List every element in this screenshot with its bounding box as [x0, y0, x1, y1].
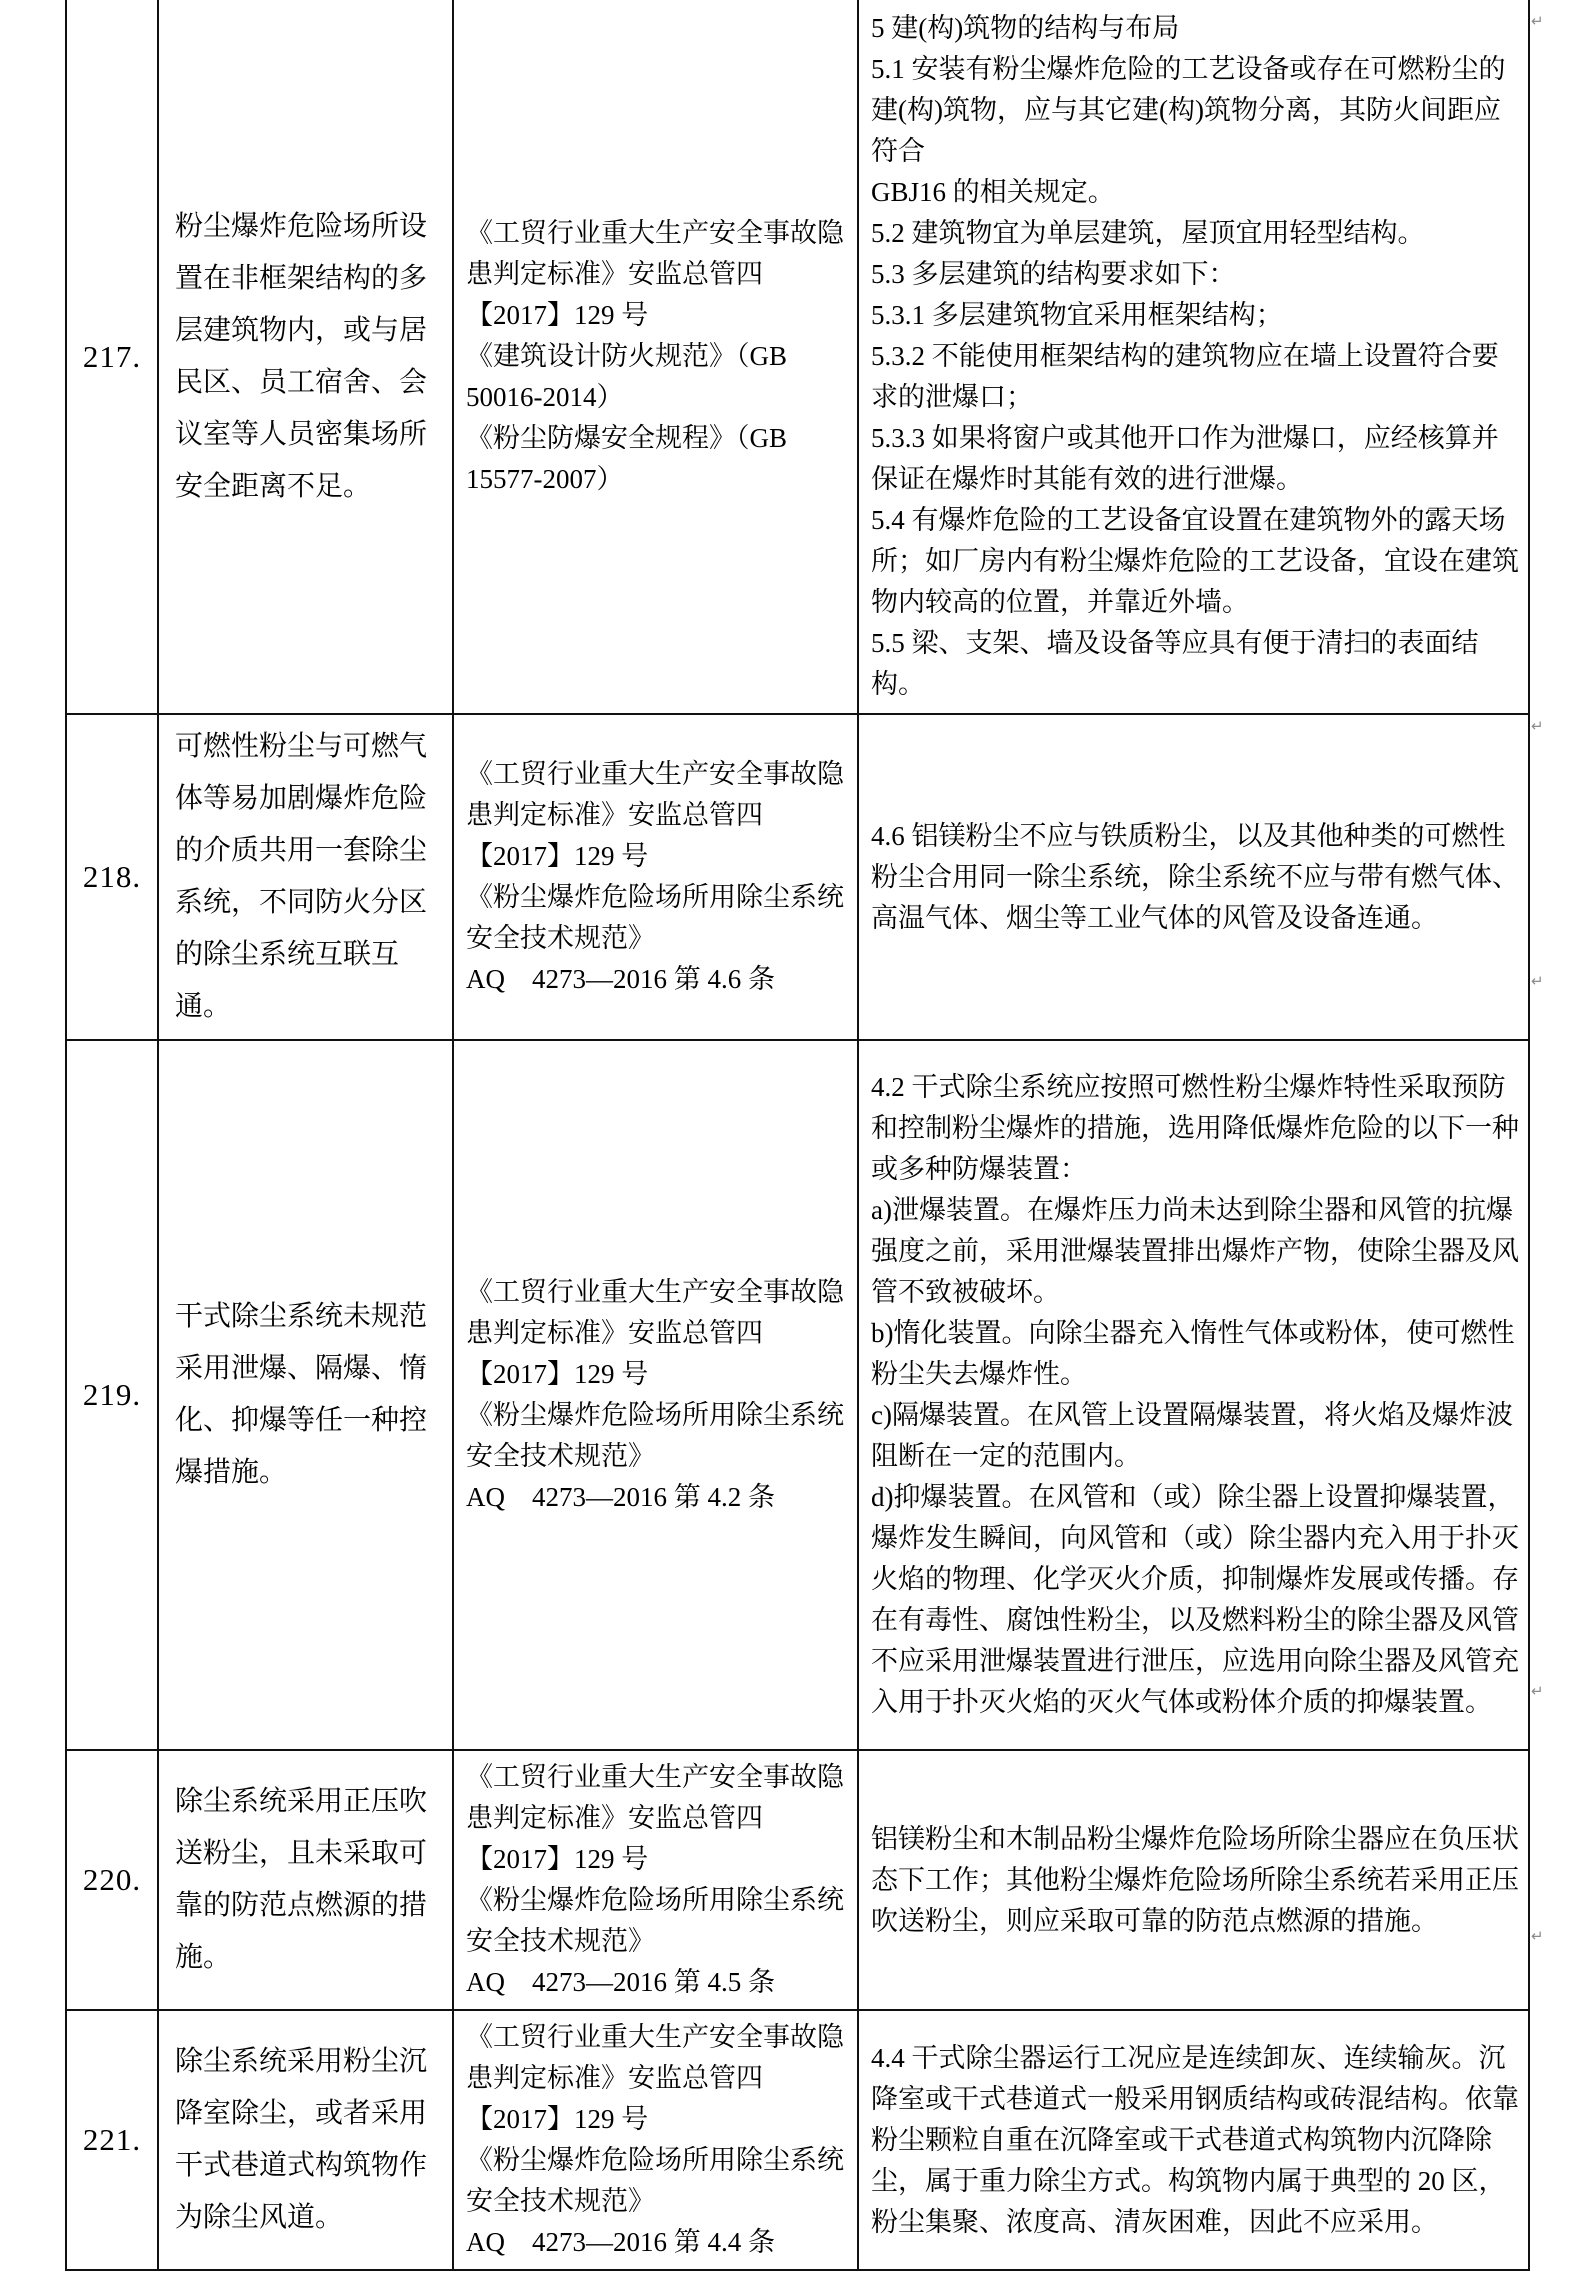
- provisions-cell: 4.6 铝镁粉尘不应与铁质粉尘，以及其他种类的可燃性粉尘合用同一除尘系统，除尘系统不应与带有燃气体、高温气体、烟尘等工业气体的风管及设备连通。: [858, 714, 1529, 1040]
- hazard-description-cell: 可燃性粉尘与可燃气体等易加剧爆炸危险的介质共用一套除尘系统，不同防火分区的除尘系统互联互通。: [158, 714, 453, 1040]
- row-number-cell: 220.: [66, 1750, 158, 2010]
- standards-cell: 《工贸行业重大生产安全事故隐患判定标准》安监总管四【2017】129 号 《建筑设计防火规范》（GB 50016-2014） 《粉尘防爆安全规程》（GB 15577-2007）: [453, 0, 858, 714]
- hazard-description-cell: 粉尘爆炸危险场所设置在非框架结构的多层建筑物内，或与居民区、员工宿舍、会议室等人员密集场所安全距离不足。: [158, 0, 453, 714]
- table-row: [66, 714, 1529, 1040]
- table-row: [66, 2010, 1529, 2270]
- hazard-table: [65, 0, 1530, 2271]
- standards-cell: 《工贸行业重大生产安全事故隐患判定标准》安监总管四【2017】129 号 《粉尘爆炸危险场所用除尘系统安全技术规范》 AQ 4273—2016 第 4.6 条: [453, 714, 858, 1040]
- row-number-cell: 218.: [66, 714, 158, 1040]
- row-number-cell: 217.: [66, 0, 158, 714]
- hazard-description-cell: 除尘系统采用正压吹送粉尘，且未采取可靠的防范点燃源的措施。: [158, 1750, 453, 2010]
- row-number-cell: 219.: [66, 1040, 158, 1750]
- provisions-cell: 铝镁粉尘和木制品粉尘爆炸危险场所除尘器应在负压状态下工作；其他粉尘爆炸危险场所除尘系统若采用正压吹送粉尘，则应采取可靠的防范点燃源的措施。: [858, 1750, 1529, 2010]
- table-row: [66, 0, 1529, 714]
- paragraph-mark-icon: ↵: [1531, 717, 1544, 735]
- table-row: [66, 1750, 1529, 2010]
- row-number-cell: 221.: [66, 2010, 158, 2270]
- standards-cell: 《工贸行业重大生产安全事故隐患判定标准》安监总管四【2017】129 号 《粉尘爆炸危险场所用除尘系统安全技术规范》 AQ 4273—2016 第 4.4 条: [453, 2010, 858, 2270]
- paragraph-mark-icon: ↵: [1531, 12, 1544, 30]
- paragraph-mark-icon: ↵: [1531, 1682, 1544, 1700]
- provisions-cell: 4.2 干式除尘系统应按照可燃性粉尘爆炸特性采取预防和控制粉尘爆炸的措施，选用降低爆炸危险的以下一种或多种防爆装置： a)泄爆装置。在爆炸压力尚未达到除尘器和风管的抗爆强度之前，采用泄爆装置排出爆炸产物，使除尘器及风管不致被破坏。 b)惰化装置。向除尘器充入惰性气体或粉体，使可燃性粉尘失去爆炸性。 c)隔爆装置。在风管上设置隔爆装置，将火焰及爆炸波阻断在一定的范围内。 d)抑爆装置。在风管和（或）除尘器上设置抑爆装置，爆炸发生瞬间，向风管和（或）除尘器内充入用于扑灭火焰的物理、化学灭火介质，抑制爆炸发展或传播。存在有毒性、腐蚀性粉尘，以及燃料粉尘的除尘器及风管不应采用泄爆装置进行泄压，应选用向除尘器及风管充入用于扑灭火焰的灭火气体或粉体介质的抑爆装置。: [858, 1040, 1529, 1750]
- provisions-cell: 4.4 干式除尘器运行工况应是连续卸灰、连续输灰。沉降室或干式巷道式一般采用钢质结构或砖混结构。依靠粉尘颗粒自重在沉降室或干式巷道式构筑物内沉降除尘，属于重力除尘方式。构筑物内属于典型的 20 区，粉尘集聚、浓度高、清灰困难，因此不应采用。: [858, 2010, 1529, 2270]
- provisions-cell: 5 建(构)筑物的结构与布局 5.1 安装有粉尘爆炸危险的工艺设备或存在可燃粉尘的建(构)筑物，应与其它建(构)筑物分离，其防火间距应符合 GBJ16 的相关规定。 5.2 建筑物宜为单层建筑，屋顶宜用轻型结构。 5.3 多层建筑的结构要求如下： 5.3.1 多层建筑物宜采用框架结构； 5.3.2 不能使用框架结构的建筑物应在墙上设置符合要求的泄爆口； 5.3.3 如果将窗户或其他开口作为泄爆口，应经核算并保证在爆炸时其能有效的进行泄爆。 5.4 有爆炸危险的工艺设备宜设置在建筑物外的露天场所；如厂房内有粉尘爆炸危险的工艺设备，宜设在建筑物内较高的位置，并靠近外墙。 5.5 梁、支架、墙及设备等应具有便于清扫的表面结构。: [858, 0, 1529, 714]
- standards-cell: 《工贸行业重大生产安全事故隐患判定标准》安监总管四【2017】129 号 《粉尘爆炸危险场所用除尘系统安全技术规范》 AQ 4273—2016 第 4.5 条: [453, 1750, 858, 2010]
- paragraph-mark-icon: ↵: [1531, 1927, 1544, 1945]
- hazard-description-cell: 干式除尘系统未规范采用泄爆、隔爆、惰化、抑爆等任一种控爆措施。: [158, 1040, 453, 1750]
- standards-cell: 《工贸行业重大生产安全事故隐患判定标准》安监总管四【2017】129 号 《粉尘爆炸危险场所用除尘系统安全技术规范》 AQ 4273—2016 第 4.2 条: [453, 1040, 858, 1750]
- hazard-description-cell: 除尘系统采用粉尘沉降室除尘，或者采用干式巷道式构筑物作为除尘风道。: [158, 2010, 453, 2270]
- table-row: [66, 1040, 1529, 1750]
- paragraph-mark-icon: ↵: [1531, 972, 1544, 990]
